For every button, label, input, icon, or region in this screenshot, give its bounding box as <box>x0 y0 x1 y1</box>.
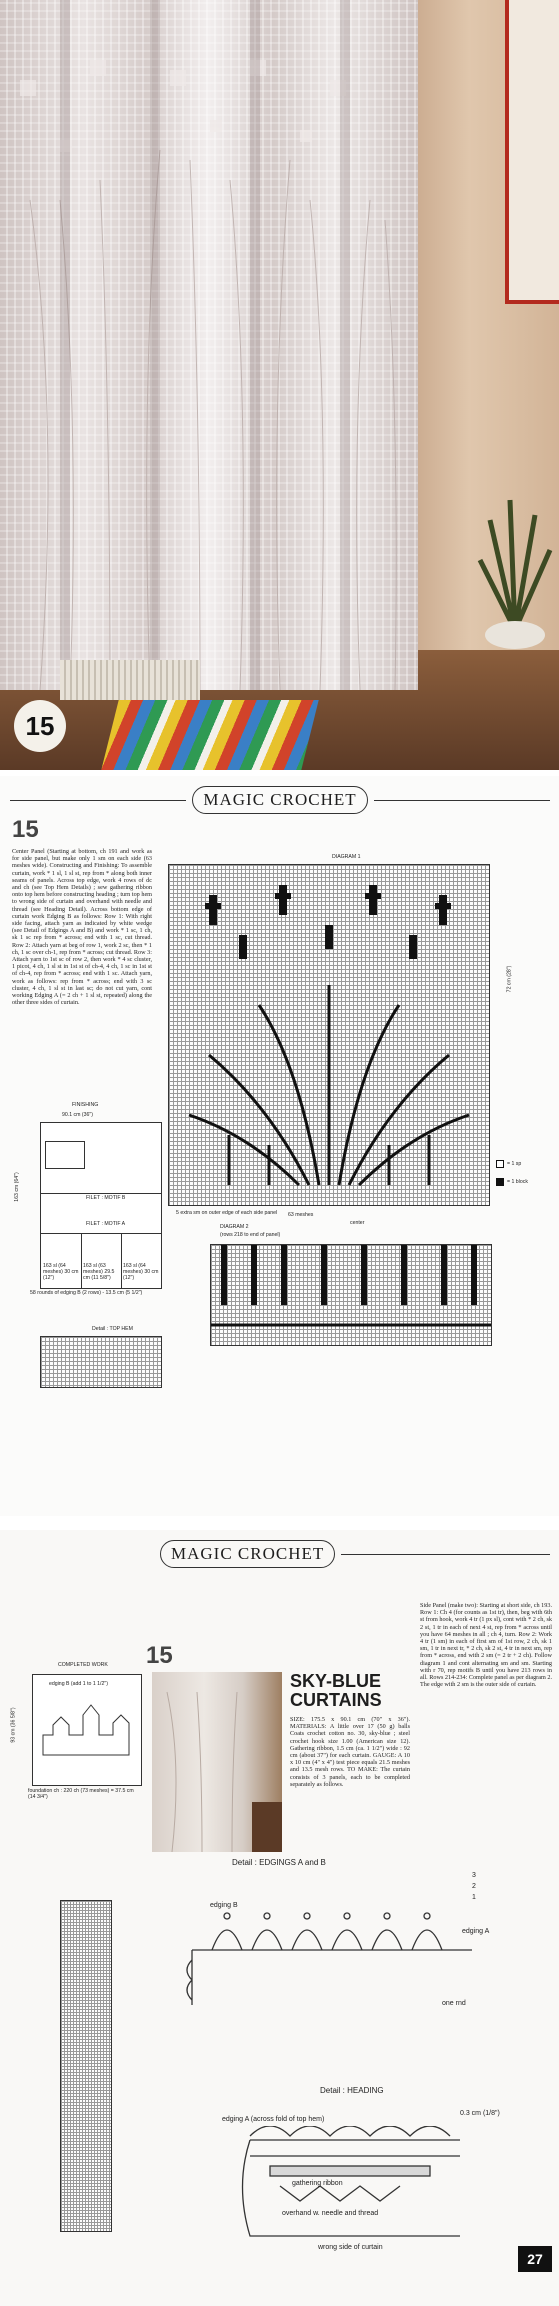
curtain-fold <box>250 0 260 690</box>
completed-work-label: COMPLETED WORK <box>58 1662 108 1668</box>
wrong-side-label: wrong side of curtain <box>318 2244 383 2251</box>
magazine-title: MAGIC CROCHET <box>192 786 367 814</box>
legend-block-label: = 1 block <box>507 1179 528 1185</box>
panel-split <box>121 1233 122 1288</box>
curtain-thumbnail <box>152 1672 282 1852</box>
gathering-ribbon-label: gathering ribbon <box>292 2180 343 2187</box>
diagram-2-sub: (rows 218 to end of panel) <box>220 1232 281 1238</box>
one-round-label: one rnd <box>442 2000 466 2007</box>
vertical-measure: 93 cm (36 5/8") <box>10 1707 17 1743</box>
legend-space <box>496 1160 528 1168</box>
edging-chart-vertical <box>60 1900 112 2232</box>
legend-block <box>496 1178 528 1186</box>
finishing-label: FINISHING <box>72 1102 99 1108</box>
instructions-text: Center Panel (Starting at bottom, ch 191 and work as for side panel, but make only 1 sm on each side (63 meshes wide). Constructing and Finishing: To assemble curtain, work * 1 sl, 1 sl st, rep from * along both inner seams of panels. Across top edge, work 4 rows of dc and ch (see Top Hem Details) ; sew gathering ribbon onto top hem before constructing heading ; turn top hem to wrong side of curtain and overhand with needle and thread (see Heading Detail). Across bottom edge of curtain work Edging B as follows: Row 1: With right side facing, attach yarn as indicated by white wedge (see Detail of Edgings A and B) and work * 1 sc, 1 ch, sk 1 sc rep from * across; end with 1 sc, cut thread. Row 2: Attach yarn at beg of row 1, work 2 sc, then * 1 ch, 1 sc over ch-1, rep from * across; cut thread. Row 3: Attach yarn to 1st sc of row 2, then work * 4 sc cluster, 1 picot, 4 ch, 1 sl st in 1st st of ch-4, 4 ch, 1 sc in 1st st of ch-4, rep from * across; end with 1 sc. Attach yarn, work as follows: rep from * across; end with 3 sc cluster, 4 ch, 1 sl st in last sc; do not cut yarn, cont working Edging A (= 2 ch + 1 sl st, repeated) along the other three sides of curtain. <box>12 848 152 1007</box>
pattern-title <box>290 1672 382 1710</box>
total-edging-label: 58 rounds of edging B (2 rows) - 13.5 cm (5 1/2") <box>30 1290 143 1296</box>
panel-label-a: FILET : MOTIF A <box>86 1221 126 1227</box>
panel-split <box>81 1233 82 1288</box>
overhand-label: overhand w. needle and thread <box>282 2210 379 2217</box>
diagram-2-motif <box>211 1245 491 1345</box>
header-rule <box>374 800 550 801</box>
striped-rug <box>101 700 318 770</box>
panel-label-b: FILET : MOTIF B <box>86 1195 126 1201</box>
diagram-2-chart <box>210 1244 492 1346</box>
row-number: 3 <box>472 1872 476 1879</box>
curtain-fold <box>340 0 350 690</box>
thumbnail-pattern <box>152 1672 282 1852</box>
pattern-number-badge: 15 <box>14 700 66 752</box>
page-header <box>160 1540 550 1568</box>
edging-a-callout: edging A <box>462 1928 490 1935</box>
foundation-label: foundation ch : 220 ch (73 meshes) = 37.5 cm (14 3/4") <box>28 1788 134 1800</box>
pattern-number: 15 <box>12 816 39 843</box>
heading-edging-label: edging A (across fold of top hem) <box>222 2116 325 2123</box>
open-mesh-icon <box>496 1160 504 1168</box>
diagram-1-label: DIAGRAM 1 <box>332 854 361 860</box>
pattern-page-instructions <box>0 1530 559 2306</box>
header-rule <box>341 1554 550 1555</box>
width-measure: 90.1 cm (36") <box>62 1112 93 1118</box>
panel-divider <box>41 1233 161 1234</box>
chart-center-label: center <box>350 1220 365 1226</box>
row-numbers <box>472 1870 476 1903</box>
title-line-1: SKY-BLUE <box>290 1671 382 1691</box>
diagram-1-chart <box>168 864 490 1206</box>
edging-b-label: edging B (add 1 to 1 1/2") <box>49 1681 108 1687</box>
edging-b-callout: edging B <box>210 1902 238 1909</box>
edging-diagram <box>182 1870 482 2010</box>
pattern-number: 15 <box>146 1642 173 1669</box>
row-number: 1 <box>472 1894 476 1901</box>
legend-space-label: = 1 sp <box>507 1161 522 1167</box>
specs-text: SIZE: 175.5 x 90.1 cm (70" x 36"). MATERIALS: A little over 17 (50 g) balls Coats crochet cotton no. 30, sky-blue ; steel crochet hook size 1.00 (American size 12). Gathering ribbon, 1.5 cm (ca. 1 1/2") wide : 92 cm (about 37") for each curtain. GAUGE: A 10 x 10 cm (4" x 4") test piece equals 21.5 meshes and 13.5 mesh rows. TO MAKE: The curtain consists of 3 panels, each to be completed separately as follows. <box>290 1716 410 1788</box>
height-measure: 163 cm (64") <box>13 1172 20 1202</box>
header-rule <box>10 800 186 801</box>
plant <box>470 480 559 650</box>
chart-caption: 5 extra sm on outer edge of each side panel <box>176 1210 278 1216</box>
filled-block-icon <box>496 1178 504 1186</box>
detail-heading-label: Detail : HEADING <box>320 2086 384 2095</box>
page-header <box>10 786 550 814</box>
magazine-title: MAGIC CROCHET <box>160 1540 335 1568</box>
pattern-page-charts <box>0 776 559 1516</box>
castle-outline <box>33 1675 141 1785</box>
curtain-fold <box>150 0 160 690</box>
edging-box <box>45 1141 85 1169</box>
heading-measure: 0.3 cm (1/8") <box>460 2110 500 2117</box>
title-line-2: CURTAINS <box>290 1690 382 1710</box>
row-number: 2 <box>472 1883 476 1890</box>
panel-divider <box>41 1193 161 1194</box>
page-number: 27 <box>518 2246 552 2272</box>
finishing-schematic <box>40 1122 162 1289</box>
diagram-1-side-measure: 72 cm (28") <box>506 965 513 993</box>
detail-top-hem-label: Detail : TOP HEM <box>92 1326 133 1332</box>
detail-edgings-label: Detail : EDGINGS A and B <box>232 1858 326 1867</box>
bottom-label-left: 163 sl (64 meshes) 30 cm (12") <box>43 1263 79 1281</box>
completed-work-schematic <box>32 1674 142 1786</box>
chart-bottom-label: 63 meshes <box>288 1212 314 1218</box>
bottom-label-center: 163 sl (63 meshes) 29.5 cm (11 5/8") <box>83 1263 115 1281</box>
picture-frame <box>505 0 559 304</box>
top-hem-chart <box>40 1336 162 1388</box>
curtain-photo <box>0 0 559 770</box>
curtain-fold <box>60 0 70 690</box>
chart-legend <box>496 1160 528 1186</box>
diagram-2-label: DIAGRAM 2 <box>220 1224 249 1230</box>
side-panel-text: Side Panel (make two): Starting at short side, ch 193. Row 1: Ch 4 (for counts as 1st tr), then, beg with 6th st from hook, work 4 tr (1 px sl), cont with * 2 ch, sk 2 st, 1 tr in each of next 4 st, rep from * across until you have 64 meshes in all ; ch 4, turn. Row 2: Work 4 tr (1 sm) in each of first sm of 1st row, 2 ch, sk 1 sm, 1 tr in next tr, * 2 ch, sk 2 st, 4 tr in next sm, rep from * across, end with 2 sm (= 2 tr + 2 ch). Follow diagram 1 and cont alternating sm and sm. Starting with r 70, rep motifs B until you have 213 rows in all. Rows 214-234: Complete panel as per diagram 2. The edge with 2 sm is the outer side of curtain. <box>420 1602 552 1689</box>
diagram-1-motif <box>169 865 489 1205</box>
radiator <box>60 660 200 700</box>
bottom-label-right: 163 sl (64 meshes) 30 cm (12") <box>123 1263 159 1281</box>
